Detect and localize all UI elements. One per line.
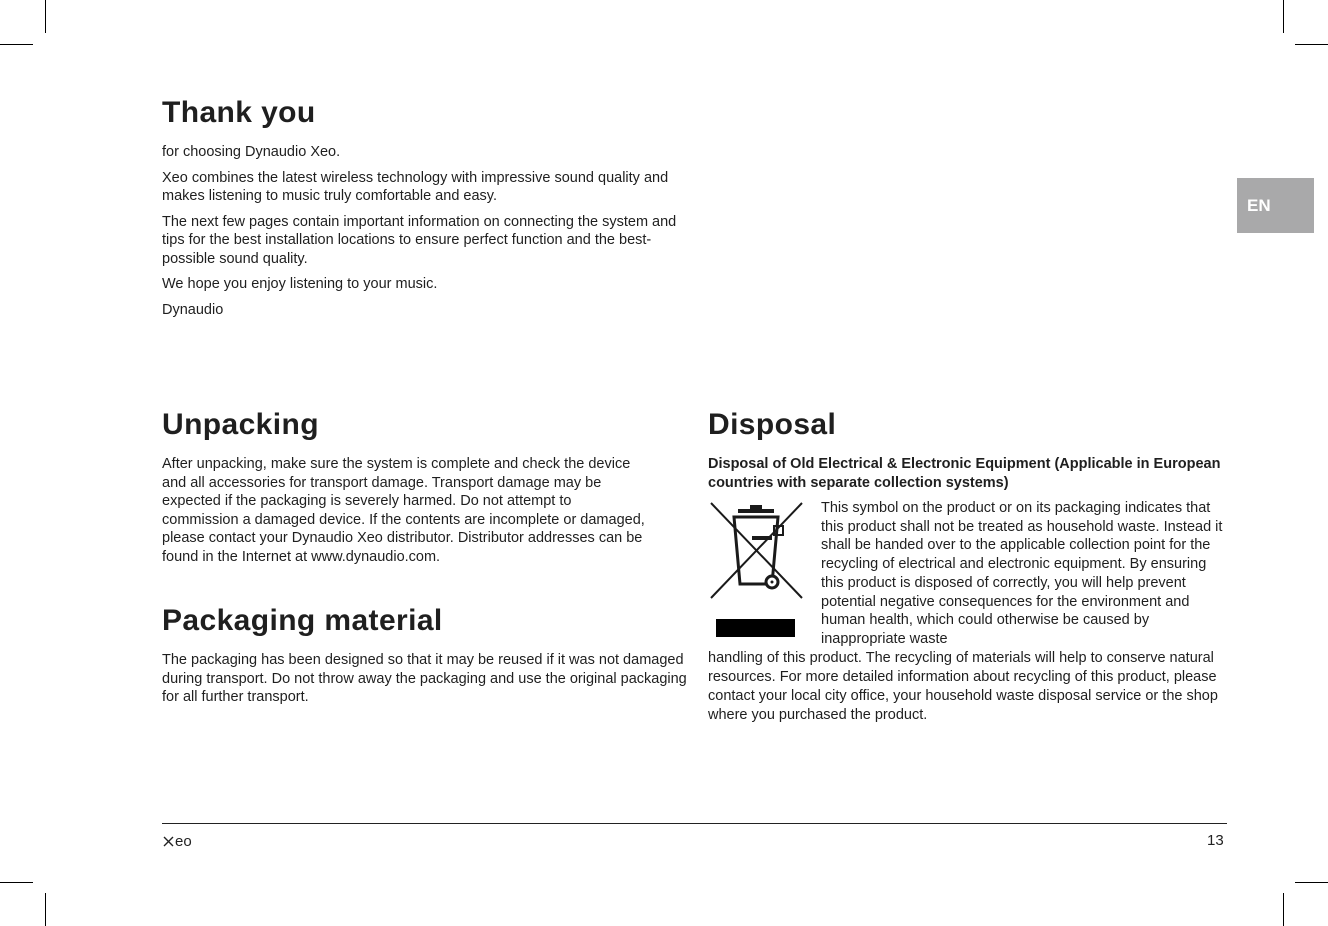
thank-you-body [162,143,687,326]
xeo-logo-text: eo [175,833,192,850]
footer-divider [162,823,1227,824]
thank-you-signature: Dynaudio [162,301,224,318]
thank-you-paragraph: for choosing Dynaudio Xeo. [162,144,341,160]
crop-mark [45,893,46,926]
crop-mark [1283,893,1284,926]
weee-crossed-bin-icon [708,500,806,640]
crop-mark [1295,882,1328,883]
language-tab: EN [1237,178,1314,233]
unpacking-body [162,455,652,573]
disposal-subheading: Disposal of Old Electrical & Electronic Equipment (Applicable in European countries with separate collection systems) [708,456,1221,491]
thank-you-paragraph: We hope you enjoy listening to your music. [162,276,438,292]
thank-you-paragraph: The next few pages contain important information on connecting the system and tips for the best installation locations to ensure perfect function and the best-possible sound quality. [162,213,677,267]
disposal-heading: Disposal [708,408,837,441]
unpacking-paragraph: After unpacking, make sure the system is complete and check the device and all accessories for transport damage. Transport damage may be expected if the packaging is severely harmed. Do not attempt to commission a damaged device. If the contents are incomplete or damaged, please contact your Dynaudio Xeo distributor. Distributor addresses can be found in the Internet at www.dynaudio.com. [162,456,645,565]
crop-mark [45,0,46,33]
crop-mark [0,882,33,883]
thank-you-heading: Thank you [162,96,316,129]
xeo-logo [163,833,192,850]
packaging-body [162,651,687,714]
disposal-body-beside-symbol: This symbol on the product or on its packaging indicates that this product shall not be treated as household waste. Instead it shall be handed over to the applicable collection point for the recycling of electrical and electronic equipment. By ensuring this product is disposed of correctly, you will help prevent potential negative consequences for the environment and human health, which could otherwise be caused by inappropriate waste [821,500,1223,647]
xeo-logo-x-icon [163,836,174,847]
page-number: 13 [1207,832,1224,849]
unpacking-heading: Unpacking [162,408,319,441]
disposal-body-continued: handling of this product. The recycling of materials will help to conserve natural resources. For more detailed information about recycling of this product, please contact your local city office, your household waste disposal service or the shop where you purchased the product. [708,650,1218,723]
packaging-paragraph: The packaging has been designed so that it may be reused if it was not damaged during transport. Do not throw away the packaging and use the original packaging for all further transport. [162,652,687,705]
crop-mark [0,44,33,45]
crop-mark [1283,0,1284,33]
crop-mark [1295,44,1328,45]
packaging-heading: Packaging material [162,604,443,637]
thank-you-paragraph: Xeo combines the latest wireless technology with impressive sound quality and makes listening to music truly comfortable and easy. [162,169,669,204]
